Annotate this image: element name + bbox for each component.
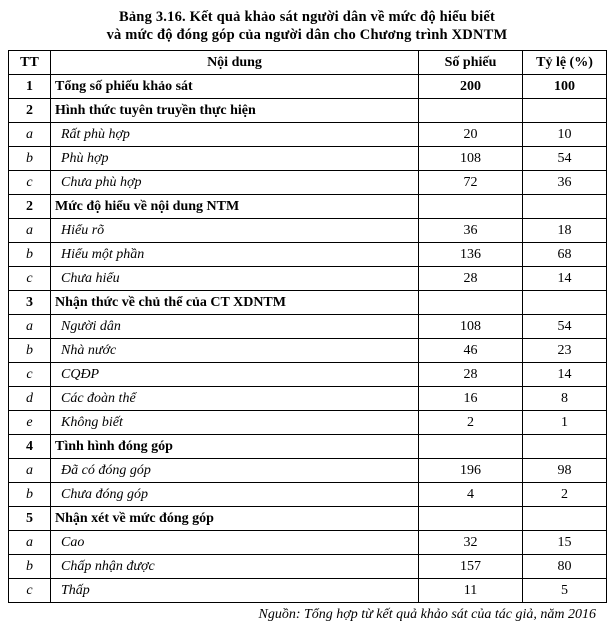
row-count-cell: 32 <box>419 531 523 555</box>
row-index-cell: 1 <box>9 75 51 99</box>
row-ratio-cell: 5 <box>523 579 607 603</box>
table-row <box>9 195 607 219</box>
row-index-cell: b <box>9 483 51 507</box>
row-ratio-cell: 8 <box>523 387 607 411</box>
row-content-cell: Phù hợp <box>51 147 419 171</box>
table-row <box>9 555 607 579</box>
row-content-cell: Tình hình đóng góp <box>51 435 419 459</box>
row-content-cell: Chưa đóng góp <box>51 483 419 507</box>
row-count-cell: 108 <box>419 147 523 171</box>
table-row <box>9 147 607 171</box>
row-content-cell: Nhận xét về mức đóng góp <box>51 507 419 531</box>
table-header-row <box>9 51 607 75</box>
row-ratio-cell: 18 <box>523 219 607 243</box>
row-ratio-cell: 68 <box>523 243 607 267</box>
row-content-cell: Chưa hiểu <box>51 267 419 291</box>
row-ratio-cell <box>523 507 607 531</box>
row-ratio-cell <box>523 195 607 219</box>
table-body <box>9 75 607 603</box>
row-content-cell: CQĐP <box>51 363 419 387</box>
row-index-cell: a <box>9 315 51 339</box>
row-count-cell <box>419 99 523 123</box>
row-index-cell: c <box>9 579 51 603</box>
table-row <box>9 315 607 339</box>
row-count-cell: 28 <box>419 267 523 291</box>
row-count-cell: 36 <box>419 219 523 243</box>
row-count-cell: 196 <box>419 459 523 483</box>
row-content-cell: Hình thức tuyên truyền thực hiện <box>51 99 419 123</box>
row-index-cell: 2 <box>9 195 51 219</box>
row-ratio-cell: 15 <box>523 531 607 555</box>
row-ratio-cell: 80 <box>523 555 607 579</box>
table-source-note: Nguồn: Tổng hợp từ kết quả khảo sát của tác giả, năm 2016 <box>258 607 596 623</box>
row-index-cell: b <box>9 147 51 171</box>
row-ratio-cell: 54 <box>523 147 607 171</box>
table-row <box>9 267 607 291</box>
row-content-cell: Tổng số phiếu khảo sát <box>51 75 419 99</box>
row-index-cell: b <box>9 243 51 267</box>
row-content-cell: Đã có đóng góp <box>51 459 419 483</box>
row-content-cell: Hiểu một phần <box>51 243 419 267</box>
row-content-cell: Nhà nước <box>51 339 419 363</box>
row-ratio-cell: 23 <box>523 339 607 363</box>
row-index-cell: e <box>9 411 51 435</box>
table-row <box>9 243 607 267</box>
row-ratio-cell: 98 <box>523 459 607 483</box>
row-count-cell: 4 <box>419 483 523 507</box>
row-count-cell <box>419 291 523 315</box>
row-index-cell: 5 <box>9 507 51 531</box>
row-count-cell: 20 <box>419 123 523 147</box>
row-ratio-cell: 54 <box>523 315 607 339</box>
row-ratio-cell <box>523 99 607 123</box>
row-content-cell: Rất phù hợp <box>51 123 419 147</box>
row-index-cell: c <box>9 171 51 195</box>
row-index-cell: b <box>9 339 51 363</box>
column-header-content: Nội dung <box>51 51 419 75</box>
table-row <box>9 387 607 411</box>
row-content-cell: Chấp nhận được <box>51 555 419 579</box>
table-row <box>9 459 607 483</box>
row-ratio-cell: 1 <box>523 411 607 435</box>
table-row <box>9 291 607 315</box>
row-count-cell: 136 <box>419 243 523 267</box>
row-index-cell: 4 <box>9 435 51 459</box>
table-row <box>9 507 607 531</box>
row-index-cell: b <box>9 555 51 579</box>
column-header-count: Số phiếu <box>419 51 523 75</box>
survey-results-table <box>8 50 607 603</box>
row-count-cell: 16 <box>419 387 523 411</box>
table-row <box>9 171 607 195</box>
row-count-cell: 72 <box>419 171 523 195</box>
row-count-cell: 108 <box>419 315 523 339</box>
row-content-cell: Chưa phù hợp <box>51 171 419 195</box>
row-count-cell: 200 <box>419 75 523 99</box>
row-count-cell: 157 <box>419 555 523 579</box>
row-ratio-cell: 100 <box>523 75 607 99</box>
table-row <box>9 75 607 99</box>
row-content-cell: Thấp <box>51 579 419 603</box>
row-content-cell: Không biết <box>51 411 419 435</box>
row-count-cell: 11 <box>419 579 523 603</box>
row-ratio-cell: 36 <box>523 171 607 195</box>
row-content-cell: Mức độ hiểu về nội dung NTM <box>51 195 419 219</box>
row-index-cell: d <box>9 387 51 411</box>
row-content-cell: Nhận thức về chủ thể của CT XDNTM <box>51 291 419 315</box>
row-count-cell <box>419 507 523 531</box>
table-caption <box>8 8 606 44</box>
column-header-ratio: Tỷ lệ (%) <box>523 51 607 75</box>
row-count-cell: 28 <box>419 363 523 387</box>
table-row <box>9 363 607 387</box>
table-row <box>9 483 607 507</box>
table-row <box>9 99 607 123</box>
page-footer-partial <box>0 531 614 539</box>
row-count-cell: 2 <box>419 411 523 435</box>
row-index-cell: c <box>9 267 51 291</box>
table-caption-line-1: Bảng 3.16. Kết quả khảo sát người dân về mức độ hiểu biết <box>118 9 496 25</box>
row-index-cell: a <box>9 531 51 555</box>
table-row <box>9 579 607 603</box>
row-count-cell: 46 <box>419 339 523 363</box>
row-count-cell <box>419 435 523 459</box>
row-index-cell: a <box>9 219 51 243</box>
table-row <box>9 339 607 363</box>
row-content-cell: Hiểu rõ <box>51 219 419 243</box>
row-content-cell: Người dân <box>51 315 419 339</box>
table-row <box>9 435 607 459</box>
row-index-cell: a <box>9 123 51 147</box>
row-ratio-cell <box>523 435 607 459</box>
column-header-tt: TT <box>9 51 51 75</box>
row-ratio-cell: 10 <box>523 123 607 147</box>
table-row <box>9 123 607 147</box>
table-row <box>9 219 607 243</box>
table-caption-line-2: và mức độ đóng góp của người dân cho Chương trình XDNTM <box>106 27 508 44</box>
row-content-cell: Cao <box>51 531 419 555</box>
table-row <box>9 411 607 435</box>
row-content-cell: Các đoàn thể <box>51 387 419 411</box>
row-ratio-cell: 2 <box>523 483 607 507</box>
row-count-cell <box>419 195 523 219</box>
row-index-cell: c <box>9 363 51 387</box>
row-ratio-cell <box>523 291 607 315</box>
row-ratio-cell: 14 <box>523 363 607 387</box>
row-index-cell: 2 <box>9 99 51 123</box>
row-ratio-cell: 14 <box>523 267 607 291</box>
row-index-cell: a <box>9 459 51 483</box>
row-index-cell: 3 <box>9 291 51 315</box>
